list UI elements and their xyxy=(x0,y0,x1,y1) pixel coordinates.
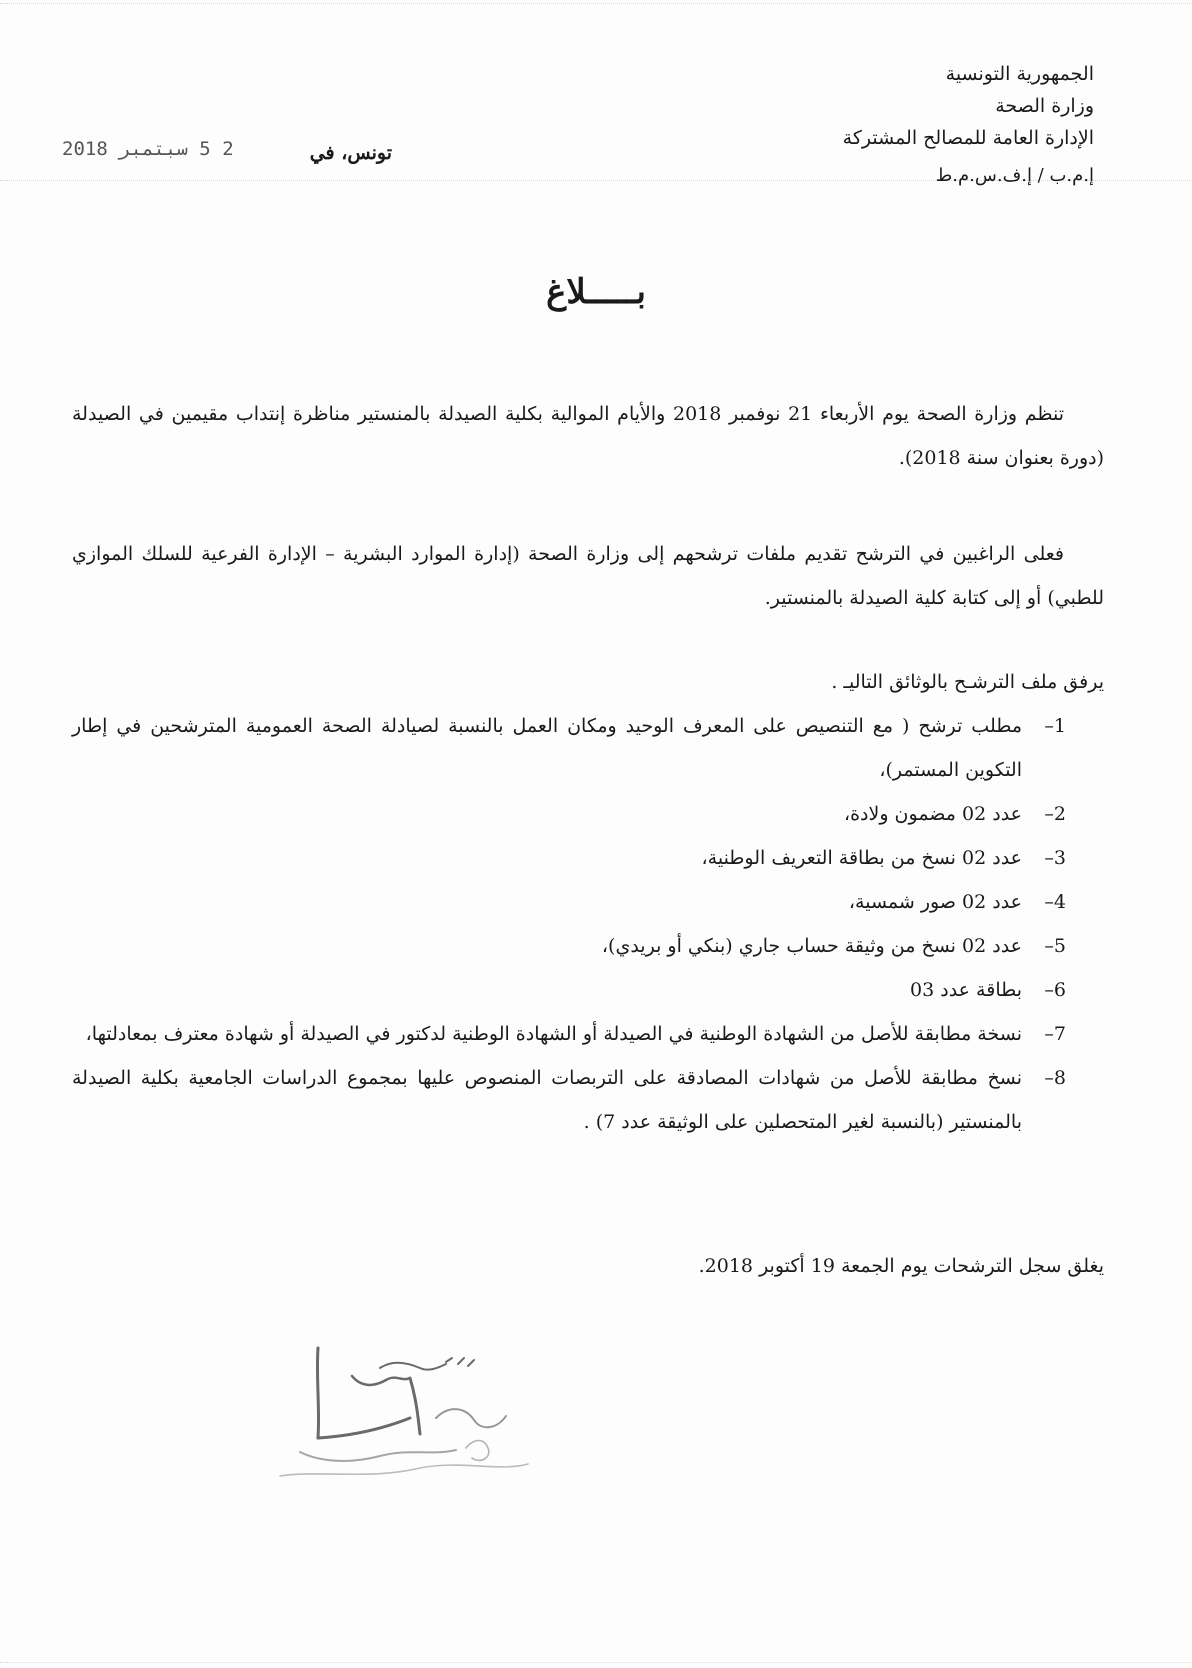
list-item xyxy=(72,924,1066,968)
list-item xyxy=(72,880,1066,924)
list-text: نسخة مطابقة للأصل من الشهادة الوطنية في الصيدلة أو الشهادة الوطنية لدكتور في الصيدلة أو شهادة معترف بمعادلتها، xyxy=(85,1023,1022,1045)
list-text: عدد 02 نسخ من وثيقة حساب جاري (بنكي أو بريدي)، xyxy=(601,935,1022,957)
list-number: 2– xyxy=(1044,803,1066,825)
date-label: تونس، في xyxy=(309,142,392,164)
list-number: 7– xyxy=(1044,1023,1066,1045)
scan-artifact-line xyxy=(0,3,1192,4)
list-text: عدد 02 مضمون ولادة، xyxy=(843,803,1022,825)
ministry-name: وزارة الصحة xyxy=(995,95,1094,117)
list-item xyxy=(72,1056,1066,1144)
document-title: بـــــلاغ xyxy=(546,272,646,312)
list-item xyxy=(72,1012,1066,1056)
list-item xyxy=(72,704,1066,792)
list-text: مطلب ترشح ( مع التنصيص على المعرف الوحيد ومكان العمل بالنسبة لصيادلة الصحة العمومية المترشحين في إطار التكوين المستمر)، xyxy=(72,715,1022,781)
required-documents-list xyxy=(72,704,1066,1144)
letterhead xyxy=(734,58,1094,192)
list-text: بطاقة عدد 03 xyxy=(910,979,1022,1001)
list-item xyxy=(72,836,1066,880)
documents-intro: يرفق ملف الترشـح بالوثائق التاليـ . xyxy=(831,671,1104,693)
list-number: 3– xyxy=(1044,847,1066,869)
list-text: نسخ مطابقة للأصل من شهادات المصادقة على التربصات المنصوص عليها بمجموع الدراسات الجامعية بكلية الصيدلة بالمنستير (بالنسبة لغير المتحصلين على الوثيقة عدد 7) . xyxy=(72,1067,1022,1133)
list-text: عدد 02 صور شمسية، xyxy=(848,891,1022,913)
list-number: 6– xyxy=(1044,979,1066,1001)
department-name: الإدارة العامة للمصالح المشتركة xyxy=(842,127,1094,149)
scan-artifact-line xyxy=(0,1662,1192,1663)
list-number: 4– xyxy=(1044,891,1066,913)
list-item xyxy=(72,968,1066,1012)
submission-paragraph: فعلى الراغبين في الترشح تقديم ملفات ترشحهم إلى وزارة الصحة (إدارة الموارد البشرية – الإدارة الفرعية للسلك الموازي للطبي) أو إلى كتابة كلية الصيدلة بالمنستير. xyxy=(72,543,1104,609)
date-line xyxy=(62,138,392,174)
list-number: 5– xyxy=(1044,935,1066,957)
list-number: 1– xyxy=(1044,715,1066,737)
list-number: 8– xyxy=(1044,1067,1066,1089)
date-stamp: 2 5 سبتمبر 2018 xyxy=(62,138,234,160)
reference-code: إ.م.ب / إ.ف.س.م.ط xyxy=(935,165,1094,186)
list-text: عدد 02 نسخ من بطاقة التعريف الوطنية، xyxy=(701,847,1022,869)
signature-icon xyxy=(260,1338,580,1498)
intro-paragraph: تنظم وزارة الصحة يوم الأربعاء 21 نوفمبر 2018 والأيام الموالية بكلية الصيدلة بالمنستير مناظرة إنتداب مقيمين في الصيدلة (دورة بعنوان سنة 2018). xyxy=(72,403,1104,469)
list-item xyxy=(72,792,1066,836)
closing-statement: يغلق سجل الترشحات يوم الجمعة 19 أكتوبر 2018. xyxy=(698,1255,1104,1277)
country-name: الجمهورية التونسية xyxy=(945,63,1094,85)
